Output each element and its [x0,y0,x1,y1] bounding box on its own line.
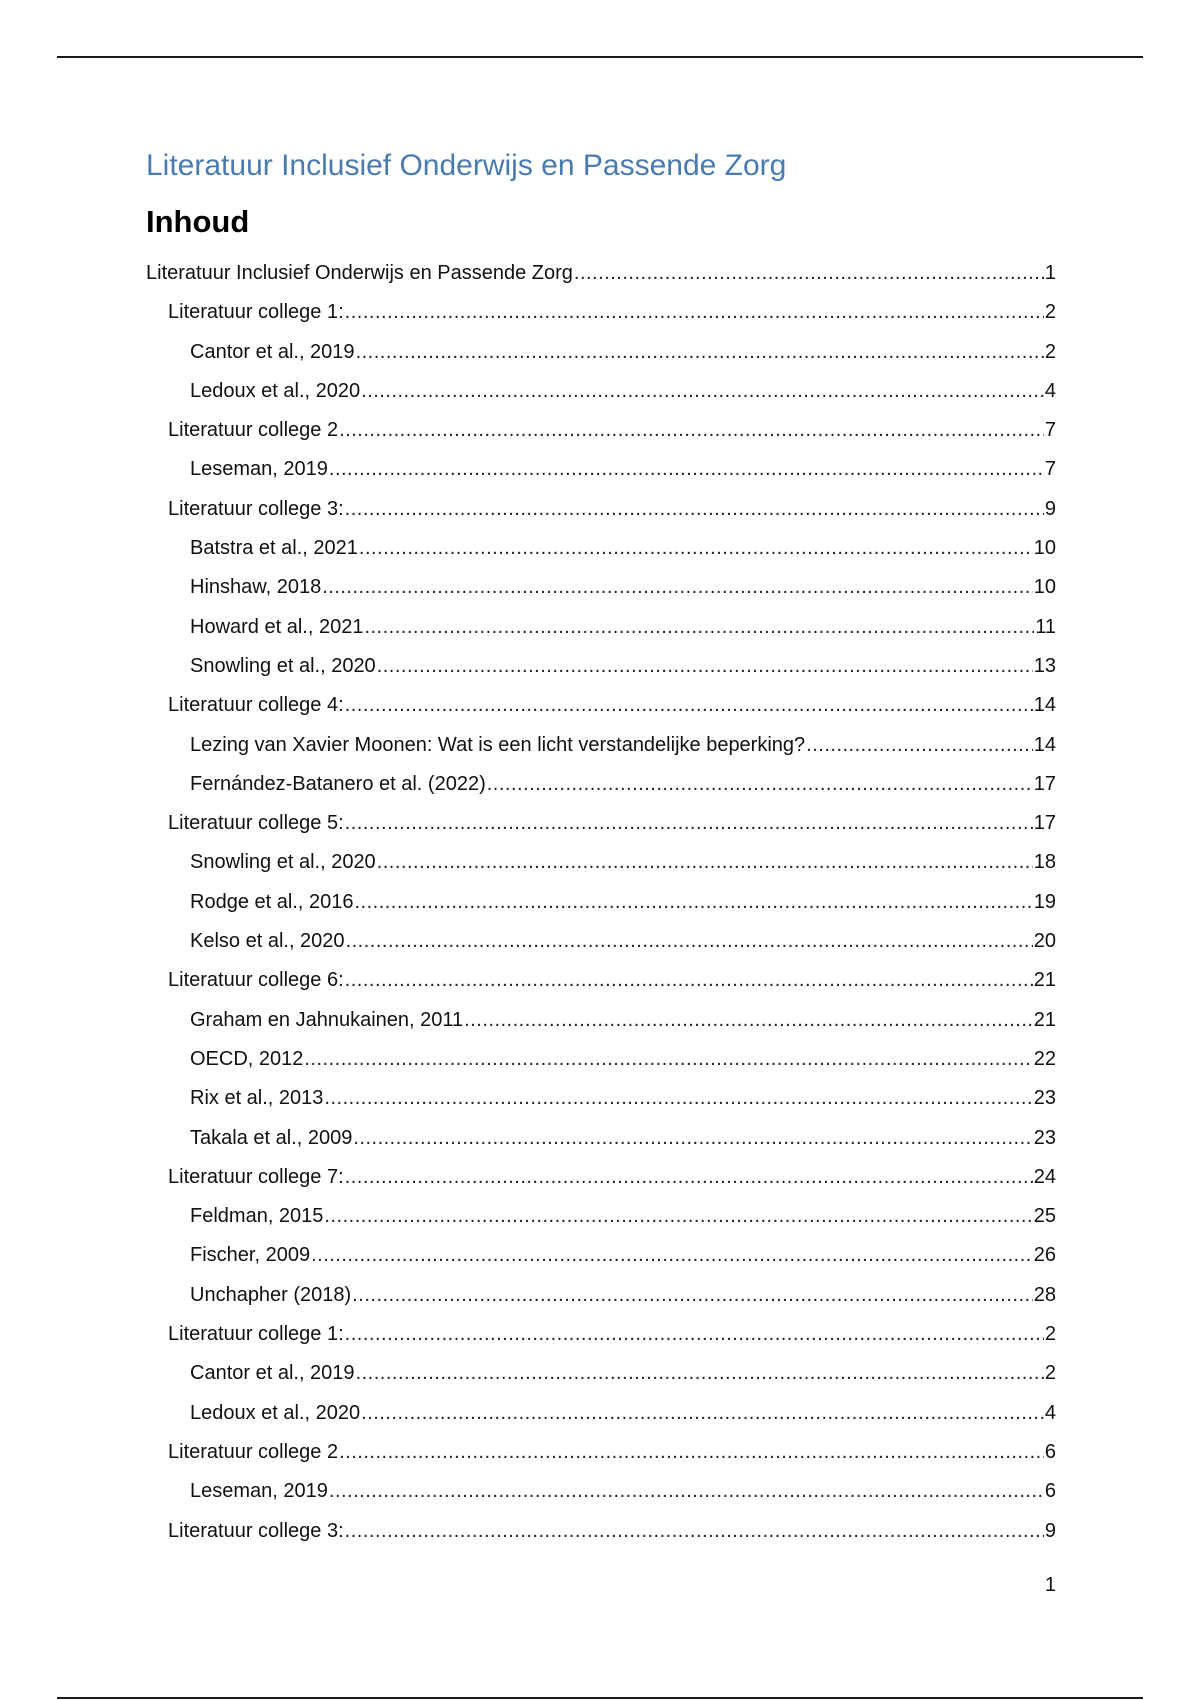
toc-dot-leader [377,647,1033,686]
toc-entry[interactable] [146,804,1056,843]
toc-entry-page: 10 [1033,537,1056,560]
table-of-contents [146,254,1056,1551]
toc-entry[interactable] [146,1394,1056,1433]
toc-entry[interactable] [146,1158,1056,1197]
toc-entry[interactable] [146,765,1056,804]
toc-entry-label: Feldman, 2015 [190,1205,324,1228]
toc-heading: Inhoud [146,204,250,239]
toc-entry-page: 6 [1044,1480,1056,1503]
toc-entry[interactable] [146,1040,1056,1079]
toc-entry-label: Snowling et al., 2020 [190,851,376,874]
toc-entry-page: 21 [1033,969,1056,992]
toc-entry-label: Literatuur college 5: [168,812,344,835]
toc-dot-leader [487,765,1033,804]
toc-dot-leader [574,254,1044,293]
toc-dot-leader [359,529,1033,568]
toc-entry[interactable] [146,1119,1056,1158]
toc-entry[interactable] [146,647,1056,686]
toc-entry[interactable] [146,726,1056,765]
toc-dot-leader [329,1472,1044,1511]
toc-entry-label: Unchapher (2018) [190,1283,352,1306]
toc-entry[interactable] [146,922,1056,961]
toc-dot-leader [345,961,1033,1000]
toc-entry-label: Literatuur college 1: [168,1323,344,1346]
toc-entry-label: Literatuur college 1: [168,301,344,324]
toc-entry-label: Lezing van Xavier Moonen: Wat is een licht verstandelijke beperking? [190,733,806,756]
toc-dot-leader [377,843,1033,882]
toc-dot-leader [346,922,1033,961]
toc-entry-page: 6 [1044,1440,1056,1463]
toc-entry-page: 10 [1033,576,1056,599]
toc-entry-label: Hinshaw, 2018 [190,576,322,599]
toc-entry-label: Fernández-Batanero et al. (2022) [190,772,486,795]
toc-entry-label: Rix et al., 2013 [190,1087,324,1110]
toc-entry-page: 25 [1033,1205,1056,1228]
toc-dot-leader [354,883,1032,922]
document-page [146,140,1056,1551]
toc-entry-label: Leseman, 2019 [190,458,328,481]
toc-entry[interactable] [146,450,1056,489]
toc-entry-label: Rodge et al., 2016 [190,890,354,913]
toc-entry-label: Graham en Jahnukainen, 2011 [190,1008,464,1031]
toc-entry-label: Takala et al., 2009 [190,1126,353,1149]
toc-dot-leader [464,1001,1033,1040]
toc-entry-label: Cantor et al., 2019 [190,340,355,363]
toc-entry[interactable] [146,1079,1056,1118]
toc-dot-leader [356,333,1044,372]
toc-entry-label: Kelso et al., 2020 [190,930,345,953]
toc-entry-label: Cantor et al., 2019 [190,1362,355,1385]
toc-entry-label: Fischer, 2009 [190,1244,311,1267]
toc-entry[interactable] [146,1236,1056,1275]
toc-dot-leader [361,372,1044,411]
toc-dot-leader [345,686,1033,725]
toc-entry-page: 4 [1044,379,1056,402]
toc-dot-leader [345,293,1044,332]
toc-entry[interactable] [146,1315,1056,1354]
toc-entry[interactable] [146,1472,1056,1511]
toc-entry-page: 22 [1033,1047,1056,1070]
toc-entry-label: Literatuur college 3: [168,497,344,520]
toc-dot-leader [345,1315,1044,1354]
toc-entry-label: Literatuur college 6: [168,969,344,992]
toc-entry-label: Literatuur college 2 [168,419,339,442]
toc-entry-label: Howard et al., 2021 [190,615,364,638]
toc-entry[interactable] [146,1354,1056,1393]
toc-entry[interactable] [146,1433,1056,1472]
toc-entry-label: Literatuur college 4: [168,694,344,717]
toc-dot-leader [361,1394,1044,1433]
toc-entry-page: 7 [1044,458,1056,481]
toc-entry[interactable] [146,843,1056,882]
toc-entry-page: 28 [1033,1283,1056,1306]
toc-entry-page: 2 [1044,340,1056,363]
toc-entry-page: 9 [1044,1519,1056,1542]
toc-entry-page: 23 [1033,1126,1056,1149]
toc-entry[interactable] [146,490,1056,529]
toc-entry-page: 23 [1033,1087,1056,1110]
toc-dot-leader [339,1433,1044,1472]
toc-entry[interactable] [146,293,1056,332]
toc-dot-leader [364,608,1034,647]
toc-entry-page: 18 [1033,851,1056,874]
toc-entry[interactable] [146,568,1056,607]
toc-entry-label: Batstra et al., 2021 [190,537,358,560]
toc-entry[interactable] [146,529,1056,568]
toc-entry-page: 2 [1044,1362,1056,1385]
toc-entry-label: Ledoux et al., 2020 [190,379,361,402]
toc-dot-leader [339,411,1044,450]
toc-dot-leader [324,1197,1032,1236]
toc-entry[interactable] [146,372,1056,411]
toc-dot-leader [352,1276,1033,1315]
toc-entry[interactable] [146,333,1056,372]
toc-entry-page: 17 [1033,812,1056,835]
toc-entry[interactable] [146,254,1056,293]
toc-entry-page: 14 [1033,733,1056,756]
toc-entry-page: 1 [1044,262,1056,284]
toc-entry-label: Literatuur college 7: [168,1165,344,1188]
toc-dot-leader [345,804,1033,843]
toc-dot-leader [311,1236,1033,1275]
header-rule [57,56,1143,58]
toc-entry-label: Literatuur Inclusief Onderwijs en Passende Zorg [146,262,573,284]
toc-entry-page: 13 [1033,654,1056,677]
toc-dot-leader [345,490,1044,529]
toc-entry[interactable] [146,686,1056,725]
toc-entry[interactable] [146,1276,1056,1315]
toc-entry-page: 2 [1044,301,1056,324]
toc-entry-label: Leseman, 2019 [190,1480,328,1503]
toc-entry[interactable] [146,883,1056,922]
toc-entry-page: 17 [1033,772,1056,795]
toc-entry[interactable] [146,1512,1056,1551]
toc-entry-page: 14 [1033,694,1056,717]
toc-dot-leader [324,1079,1032,1118]
toc-entry-page: 26 [1033,1244,1056,1267]
footer-rule [57,1697,1143,1699]
toc-dot-leader [345,1512,1044,1551]
toc-entry-page: 2 [1044,1323,1056,1346]
toc-entry-page: 21 [1033,1008,1056,1031]
toc-entry-label: Ledoux et al., 2020 [190,1401,361,1424]
toc-entry-page: 11 [1035,615,1056,638]
document-title: Literatuur Inclusief Onderwijs en Passende Zorg [146,149,787,182]
toc-entry-label: Snowling et al., 2020 [190,654,376,677]
toc-entry-page: 7 [1044,419,1056,442]
toc-dot-leader [329,450,1044,489]
toc-entry-page: 9 [1044,497,1056,520]
toc-entry-page: 24 [1033,1165,1056,1188]
toc-entry-label: Literatuur college 2 [168,1440,339,1463]
toc-dot-leader [806,726,1033,765]
toc-entry-label: Literatuur college 3: [168,1519,344,1542]
toc-dot-leader [304,1040,1032,1079]
toc-entry-page: 20 [1033,930,1056,953]
page-number: 1 [1044,1574,1056,1596]
toc-entry[interactable] [146,1197,1056,1236]
toc-entry-label: OECD, 2012 [190,1047,304,1070]
toc-entry[interactable] [146,608,1056,647]
toc-entry-page: 4 [1044,1401,1056,1424]
toc-dot-leader [353,1119,1032,1158]
toc-dot-leader [345,1158,1033,1197]
toc-dot-leader [322,568,1033,607]
toc-entry[interactable] [146,411,1056,450]
toc-entry[interactable] [146,1001,1056,1040]
toc-dot-leader [356,1354,1044,1393]
toc-entry[interactable] [146,961,1056,1000]
toc-entry-page: 19 [1033,890,1056,913]
